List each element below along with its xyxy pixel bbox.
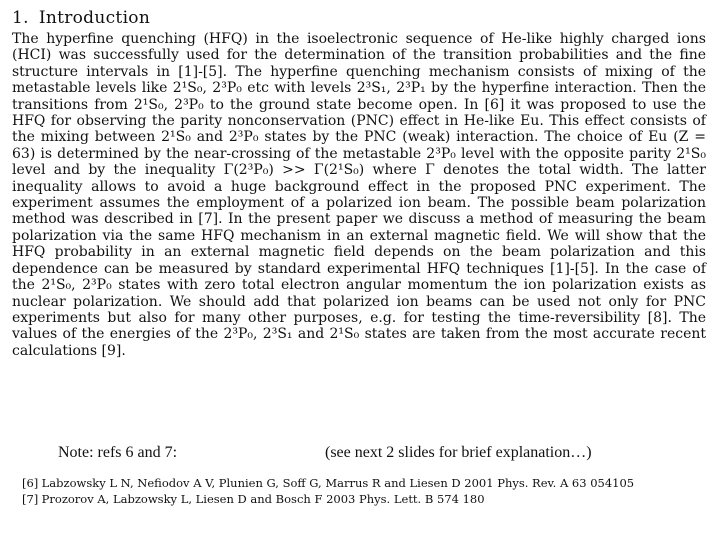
introduction-paragraph: The hyperfine quenching (HFQ) in the isoelectronic sequence of He-like highly charged ions (HCI) was successfully used for the determination of the transition probabilities and the fine structure intervals in [1]-[5]. The hyperfine quenching mechanism consists of mixing of the metastable levels like 2¹S₀, 2³P₀ etc with levels 2³S₁, 2³P₁ by the hyperfine interaction. Then the transitions from 2¹S₀, 2³P₀ to the ground state become open. In [6] it was proposed to use the HFQ for observing the parity nonconservation (PNC) effect in He-like Eu. This effect consists of the mixing between 2¹S₀ and 2³P₀ states by the PNC (weak) interaction. The choice of Eu (Z = 63) is determined by the near-crossing of the metastable 2³P₀ level with the opposite parity 2¹S₀ level and by the inequality Γ(2³P₀) >> Γ(2¹S₀) where Γ denotes the total width. The latter inequality allows to avoid a huge background effect in the proposed PNC experiment. The experiment assumes the employment of a polarized ion beam. The possible beam polarization method was described in [7]. In the present paper we discuss a method of measuring the beam polarization via the same HFQ mechanism in an external magnetic field. We will show that the HFQ probability in an external magnetic field depends on the beam polarization and this dependence can be measured by standard experimental HFQ techniques [1]-[5]. In the case of the 2¹S₀, 2³P₀ states with zero total electron angular momentum the ion polarization exists as nuclear polarization. We should add that polarized ion beams can be used not only for PNC experiments but also for many other purposes, e.g. for testing the time-reversibility [8]. The values of the energies of the 2³P₀, 2³S₁ and 2¹S₀ states are taken from the most accurate recent calculations [9].	[12, 31, 706, 359]
reference-item	[22, 476, 712, 492]
section-number: 1.	[12, 8, 29, 28]
reference-list	[22, 476, 712, 507]
reference-tag: [7]	[22, 491, 39, 506]
reference-tag: [6]	[22, 476, 39, 490]
reference-item	[22, 492, 712, 508]
note-extra: (see next 2 slides for brief explanation…)	[325, 444, 592, 461]
section-heading	[12, 8, 150, 28]
reference-text: Prozorov A, Labzowsky L, Liesen D and Bosch F 2003 Phys. Lett. B 574 180	[41, 491, 485, 506]
reference-text: Labzowsky L N, Nefiodov A V, Plunien G, Soff G, Marrus R and Liesen D 2001 Phys. Rev. A 63 054105	[41, 476, 635, 490]
section-title: Introduction	[38, 8, 151, 28]
note-label: Note: refs 6 and 7:	[58, 444, 178, 461]
